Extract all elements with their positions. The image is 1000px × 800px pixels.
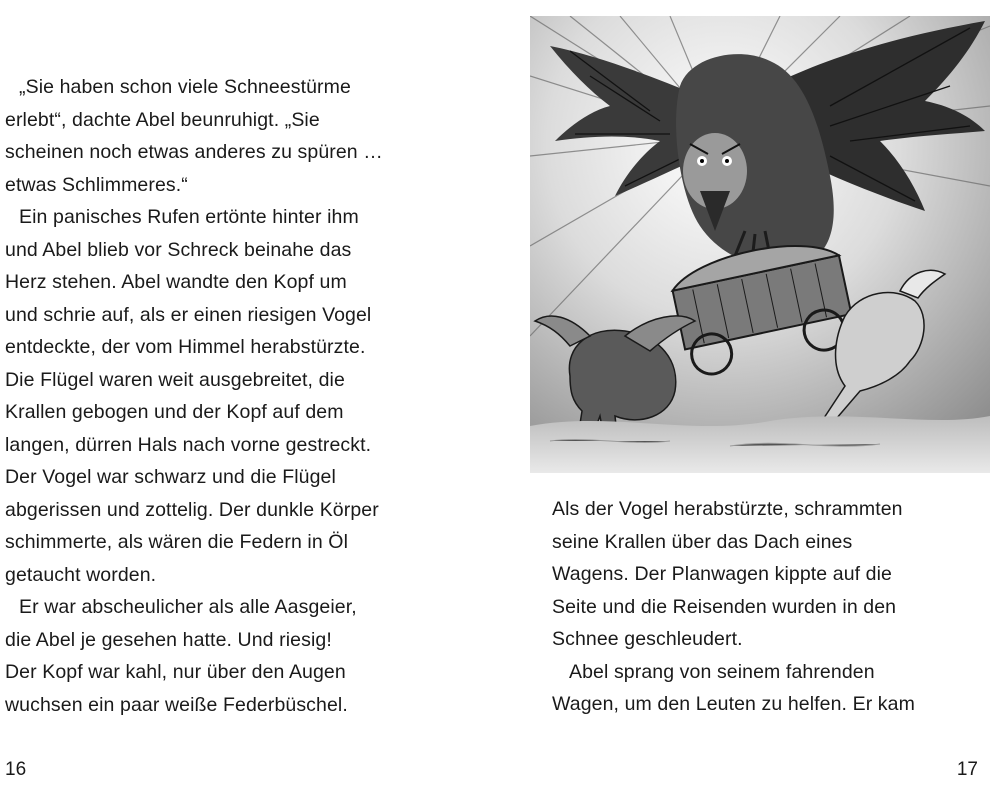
text-line: und Abel blieb vor Schreck beinahe das — [5, 238, 352, 261]
text-line: entdeckte, der vom Himmel herabstürzte. — [5, 336, 366, 358]
text-line: „Sie haben schon viele Schneestürme — [19, 76, 351, 98]
text-line: Krallen gebogen und der Kopf auf dem — [5, 401, 344, 423]
text-line: etwas Schlimmeres.“ — [5, 173, 188, 196]
text-line: scheinen noch etwas anderes zu spüren … — [5, 141, 383, 163]
text-line: langen, dürren Hals nach vorne gestreckt. — [5, 433, 372, 456]
right-page — [500, 0, 1000, 800]
page-number: 17 — [956, 759, 978, 780]
text-line: und schrie auf, als er einen riesigen Vogel — [5, 303, 372, 326]
text-line: wuchsen ein paar weiße Federbüschel. — [5, 693, 348, 716]
text-line: Herz stehen. Abel wandte den Kopf um — [5, 271, 347, 293]
text-line: Schnee geschleudert. — [552, 628, 743, 650]
text-line: Ein panisches Rufen ertönte hinter ihm — [19, 206, 359, 228]
paragraph-2 — [552, 656, 992, 721]
paragraph-2 — [5, 201, 485, 591]
text-line: Wagens. Der Planwagen kippte auf die — [552, 563, 892, 585]
paragraph-1 — [552, 493, 992, 656]
paragraph-3 — [5, 591, 485, 721]
vulture-attack-drawing — [530, 16, 990, 473]
text-line: schimmerte, als wären die Federn in Öl — [5, 531, 349, 553]
vulture-illustration — [530, 16, 990, 473]
text-line: die Abel je gesehen hatte. Und riesig! — [5, 628, 332, 651]
text-line: Die Flügel waren weit ausgebreitet, die — [5, 368, 345, 391]
text-line: erlebt“, dachte Abel beunruhigt. „Sie — [5, 108, 320, 131]
right-page-text — [552, 493, 992, 721]
text-line: Der Vogel war schwarz und die Flügel — [5, 466, 336, 488]
paragraph-1 — [5, 71, 485, 201]
text-line: Wagen, um den Leuten zu helfen. Er kam — [552, 693, 915, 715]
text-line: seine Krallen über das Dach eines — [552, 530, 853, 553]
page-number: 16 — [5, 759, 27, 780]
text-line: Der Kopf war kahl, nur über den Augen — [5, 661, 346, 683]
text-line: abgerissen und zottelig. Der dunkle Körper — [5, 498, 379, 521]
text-line: Abel sprang von seinem fahrenden — [569, 660, 875, 683]
text-line: Er war abscheulicher als alle Aasgeier, — [19, 596, 357, 618]
left-page-text — [5, 71, 485, 721]
text-line: Als der Vogel herabstürzte, schrammten — [552, 498, 903, 520]
text-line: getaucht worden. — [5, 563, 157, 586]
text-line: Seite und die Reisenden wurden in den — [552, 595, 897, 618]
